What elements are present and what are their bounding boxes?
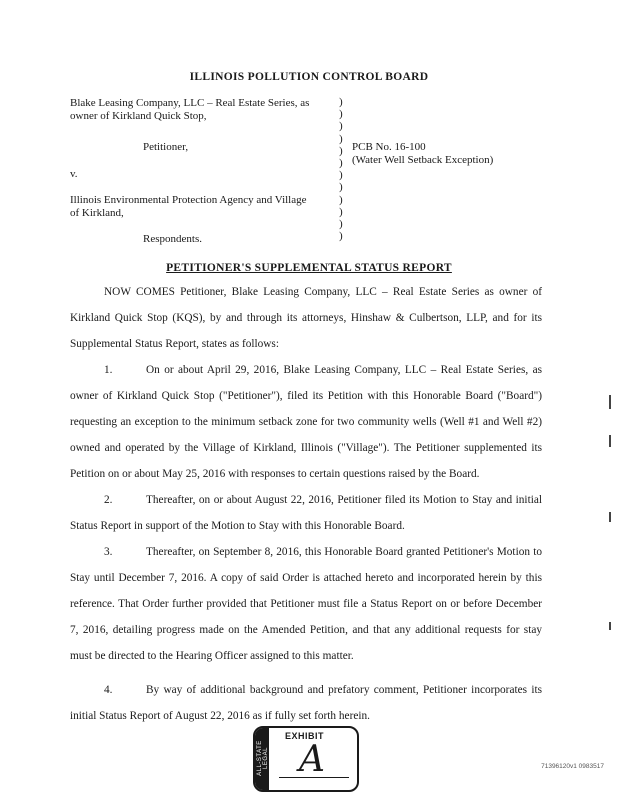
caption-paren: ) xyxy=(339,217,343,230)
exhibit-brand: ALL-STATE LEGAL xyxy=(257,740,269,776)
scan-edge-mark xyxy=(609,435,611,447)
board-heading: ILLINOIS POLLUTION CONTROL BOARD xyxy=(189,71,429,83)
paragraph-text: Thereafter, on or about August 22, 2016, Petitioner filed its Motion to Stay and initial Status Report in support of the Motion to Stay with this Honorable Board. xyxy=(70,494,542,532)
paragraph-number: 1. xyxy=(104,364,113,376)
caption-paren: ) xyxy=(339,205,343,218)
caption-paren: ) xyxy=(339,132,343,145)
intro-paragraph: NOW COMES Petitioner, Blake Leasing Company, LLC – Real Estate Series as owner of Kirkland Quick Stop (KQS), by and through its attorneys, Hinshaw & Culbertson, LLP, and for its Supplemental Status Report, states as follows: xyxy=(70,286,542,350)
scan-edge-mark xyxy=(609,512,611,522)
numbered-paragraph-1 xyxy=(70,357,542,487)
paragraph-text: Thereafter, on September 8, 2016, this Honorable Board granted Petitioner's Motion to Stay until December 7, 2016. A copy of said Order is attached hereto and incorporated herein by this reference. That Order further provided that Petitioner must file a Status Report on or before December 7, 2016, detailing progress made on the Amended Petition, and that any additional requests for stay must be directed to the Hearing Officer assigned to this matter. xyxy=(70,546,542,662)
caption-paren: ) xyxy=(339,230,343,243)
report-title: PETITIONER'S SUPPLEMENTAL STATUS REPORT xyxy=(166,262,452,274)
exhibit-sticker-brand-strip xyxy=(255,728,269,790)
paragraph-number: 2. xyxy=(104,494,113,506)
exhibit-label: EXHIBIT xyxy=(285,731,325,741)
caption-paren: ) xyxy=(339,96,343,108)
versus-label: v. xyxy=(70,168,78,180)
numbered-paragraph-2 xyxy=(70,487,542,539)
petitioner-name-line2: owner of Kirkland Quick Stop, xyxy=(70,110,207,122)
scan-edge-mark xyxy=(609,395,611,409)
exhibit-underline xyxy=(279,777,349,778)
petitioner-role: Petitioner, xyxy=(143,141,189,153)
caption-paren: ) xyxy=(339,120,343,133)
scan-edge-mark xyxy=(609,622,611,630)
respondent-name-line2: of Kirkland, xyxy=(70,207,124,219)
petitioner-name-line1: Blake Leasing Company, LLC – Real Estate Series, as xyxy=(70,97,310,109)
paragraph-text: By way of additional background and prefatory comment, Petitioner incorporates its initial Status Report of August 22, 2016 as if fully set forth herein. xyxy=(70,684,542,722)
paragraph-number: 4. xyxy=(104,684,113,696)
caption-paren-column xyxy=(339,96,349,242)
respondent-role: Respondents. xyxy=(143,233,202,245)
paragraph-number: 3. xyxy=(104,546,113,558)
caption-paren: ) xyxy=(339,108,343,121)
caption-paren: ) xyxy=(339,193,343,206)
numbered-paragraph-4 xyxy=(70,677,542,729)
case-type: (Water Well Setback Exception) xyxy=(352,154,494,166)
caption-paren: ) xyxy=(339,144,343,157)
exhibit-letter: A xyxy=(299,739,325,780)
respondent-name-line1: Illinois Environmental Protection Agency and Village xyxy=(70,194,307,206)
exhibit-sticker xyxy=(253,726,359,792)
numbered-paragraph-3 xyxy=(70,539,542,669)
caption-paren: ) xyxy=(339,181,343,194)
document-id: 71396120v1 0983517 xyxy=(541,763,604,770)
caption-paren: ) xyxy=(339,156,343,169)
paragraph-text: On or about April 29, 2016, Blake Leasing Company, LLC – Real Estate Series, as owner of Kirkland Quick Stop ("Petitioner"), filed its Petition with this Honorable Board ("Board") requesting an exception to the minimum setback zone for two community wells (Well #1 and Well #2) owned and operated by the Village of Kirkland, Illinois ("Village"). The Petitioner supplemented its Petition on or about May 25, 2016 with responses to certain questions raised by the Board. xyxy=(70,364,542,480)
caption-paren: ) xyxy=(339,169,343,182)
case-number: PCB No. 16-100 xyxy=(352,141,426,153)
